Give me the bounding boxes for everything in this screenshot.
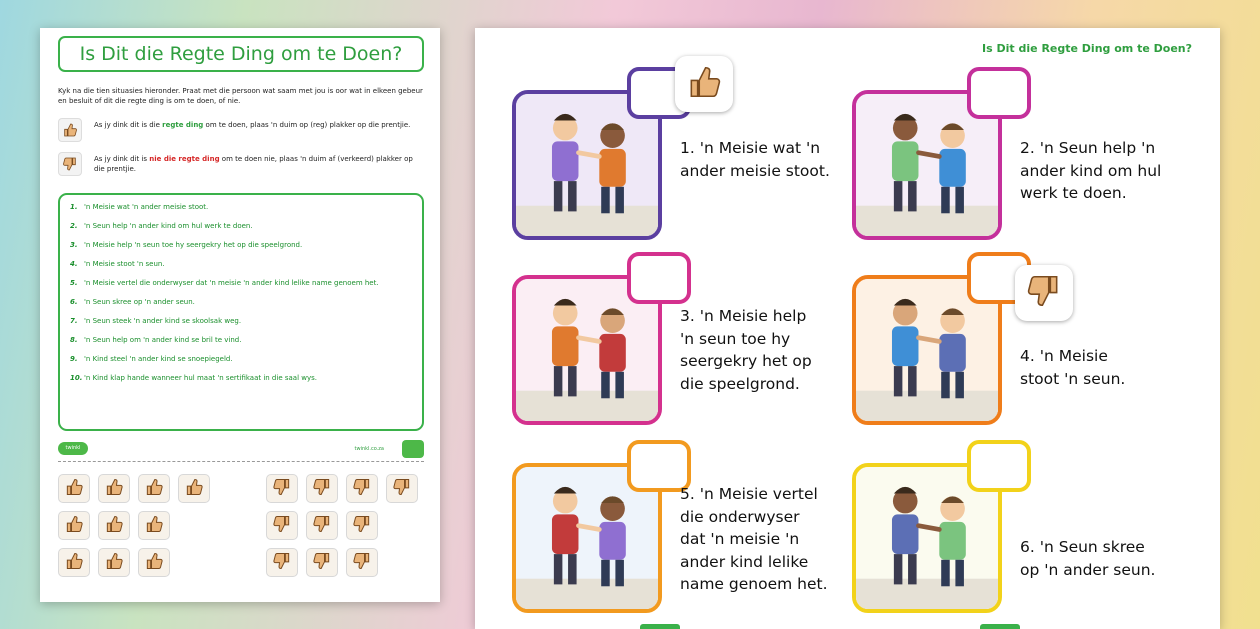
caption-line: ander kind om hul [1020,161,1162,180]
caption-line: 4. 'n Meisie [1020,347,1108,365]
list-item-text: 'n Seun skree op 'n ander seun. [84,298,195,306]
caption-line: ander meisie stoot. [680,161,830,180]
list-item-text: 'n Meisie stoot 'n seun. [84,260,165,268]
caption-line: op 'n ander seun. [1020,560,1156,579]
caption-line: 6. 'n Seun skree [1020,538,1145,556]
situation-caption [1020,536,1155,581]
thumbs-down-sticker[interactable] [266,474,298,503]
list-item-text: 'n Kind steel 'n ander kind se snoepiegeld. [84,355,233,363]
thumbs-down-icon [272,514,292,538]
list-item-number: 8. [70,336,78,344]
list-item [70,203,412,222]
worksheet-title: Is Dit die Regte Ding om te Doen? [58,36,424,72]
caption-line: stoot 'n seun. [1020,369,1126,388]
thumbs-down-sticker[interactable] [266,548,298,577]
situation-caption [1020,345,1125,390]
thumbs-up-icon [144,477,164,501]
rule-thumbs-down [58,152,424,180]
thumbs-down-sticker[interactable] [1015,265,1073,321]
twinkl-logo: twinkl [58,442,88,455]
caption-line: 2. 'n Seun help 'n [1020,139,1156,157]
situation-caption [1020,137,1161,205]
thumbs-down-icon [312,477,332,501]
next-card-edge [980,624,1020,629]
rule-wrong-text: As jy dink dit is nie die regte ding om te doen nie, plaas 'n duim af (verkeerd) plakker op die prentjie. [94,155,413,173]
thumbs-down-icon [352,477,372,501]
footer-url: twinkl.co.za [354,446,384,452]
caption-line: name genoem het. [680,575,828,593]
caption-line: die speelgrond. [680,374,800,393]
thumbs-up-sticker[interactable] [58,548,90,577]
thumbs-down-sticker[interactable] [266,511,298,540]
list-item [70,298,412,317]
situation-caption [680,483,828,596]
list-item-number: 9. [70,355,78,363]
thumbs-down-sticker[interactable] [346,548,378,577]
list-item [70,222,412,241]
thumbs-down-icon [312,551,332,575]
caption-line: seergekry het op [680,352,812,370]
worksheet-right [475,28,1220,629]
list-item-text: 'n Meisie wat 'n ander meisie stoot. [84,203,209,211]
thumbs-down-icon [312,514,332,538]
list-item [70,374,412,393]
thumbs-down-sticker[interactable] [346,474,378,503]
worksheet-footer [58,438,424,462]
situation-caption [680,137,830,182]
thumbs-down-icon [58,152,82,176]
thumbs-up-sticker[interactable] [138,474,170,503]
list-item-number: 10. [70,374,83,382]
badge-icon [402,440,424,458]
thumbs-down-icon [272,551,292,575]
page-title: Is Dit die Regte Ding om te Doen? [982,42,1192,55]
sticker-drop-box[interactable] [627,252,691,304]
thumbs-down-icon [352,514,372,538]
caption-line: 5. 'n Meisie vertel [680,485,818,503]
thumbs-up-icon [104,477,124,501]
list-item-number: 4. [70,260,78,268]
list-item-text: 'n Seun help om 'n ander kind se bril te vind. [84,336,242,344]
caption-line: 1. 'n Meisie wat 'n [680,139,821,157]
sticker-drop-box[interactable] [967,440,1031,492]
thumbs-up-icon [64,514,84,538]
list-item [70,279,412,298]
thumbs-up-icon [104,514,124,538]
thumbs-down-sticker[interactable] [306,548,338,577]
list-item-text: 'n Seun steek 'n ander kind se skoolsak weg. [84,317,242,325]
situation-caption [680,305,812,395]
thumbs-down-icon [392,477,412,501]
thumbs-down-sticker[interactable] [306,474,338,503]
thumbs-down-sticker[interactable] [306,511,338,540]
rule-right-text: As jy dink dit is die regte ding om te doen, plaas 'n duim op (reg) plakker op die prentjie. [94,121,411,129]
thumbs-down-sticker[interactable] [346,511,378,540]
list-item-number: 5. [70,279,78,287]
list-item-number: 1. [70,203,78,211]
thumbs-up-icon [104,551,124,575]
list-item-text: 'n Meisie help 'n seun toe hy seergekry het op die speelgrond. [84,241,303,249]
list-item-text: 'n Meisie vertel die onderwyser dat 'n meisie 'n ander kind lelike name genoem het. [84,279,379,287]
list-item [70,260,412,279]
list-item-number: 7. [70,317,78,325]
thumbs-down-sticker[interactable] [386,474,418,503]
thumbs-down-icon [352,551,372,575]
thumbs-up-sticker[interactable] [98,474,130,503]
thumbs-up-icon [144,514,164,538]
thumbs-up-icon [64,551,84,575]
sticker-drop-box[interactable] [967,67,1031,119]
thumbs-up-icon [685,63,723,105]
caption-line: 'n seun toe hy [680,329,791,348]
list-item-text: 'n Kind klap hande wanneer hul maat 'n sertifikaat in die saal wys. [84,374,317,382]
thumbs-up-sticker[interactable] [138,548,170,577]
caption-line: 3. 'n Meisie help [680,307,807,325]
thumbs-up-icon [144,551,164,575]
caption-line: ander kind lelike [680,552,809,571]
thumbs-up-sticker[interactable] [98,511,130,540]
list-item [70,336,412,355]
thumbs-up-icon [64,477,84,501]
thumbs-up-sticker[interactable] [138,511,170,540]
thumbs-up-sticker[interactable] [58,511,90,540]
caption-line: dat 'n meisie 'n [680,530,800,548]
thumbs-up-icon [58,118,82,142]
instructions-text: Kyk na die tien situasies hieronder. Praat met die persoon wat saam met jou is oor wat in elkeen gebeur en besluit of dit die regte ding is om te doen, of nie. [58,87,423,105]
thumbs-up-sticker[interactable] [178,474,210,503]
list-item-number: 3. [70,241,78,249]
thumbs-down-icon [1025,272,1063,314]
thumbs-up-icon [184,477,204,501]
worksheet-left [40,28,440,602]
list-item-number: 2. [70,222,78,230]
list-item-number: 6. [70,298,78,306]
list-item [70,317,412,336]
thumbs-down-icon [272,477,292,501]
thumbs-up-sticker[interactable] [98,548,130,577]
list-item [70,355,412,374]
thumbs-up-sticker[interactable] [675,56,733,112]
thumbs-up-sticker[interactable] [58,474,90,503]
situations-list [58,193,424,431]
list-item [70,241,412,260]
caption-line: die onderwyser [680,507,800,526]
list-item-text: 'n Seun help 'n ander kind om hul werk te doen. [84,222,253,230]
caption-line: werk te doen. [1020,184,1127,202]
next-card-edge [640,624,680,629]
rule-thumbs-up [58,118,424,146]
